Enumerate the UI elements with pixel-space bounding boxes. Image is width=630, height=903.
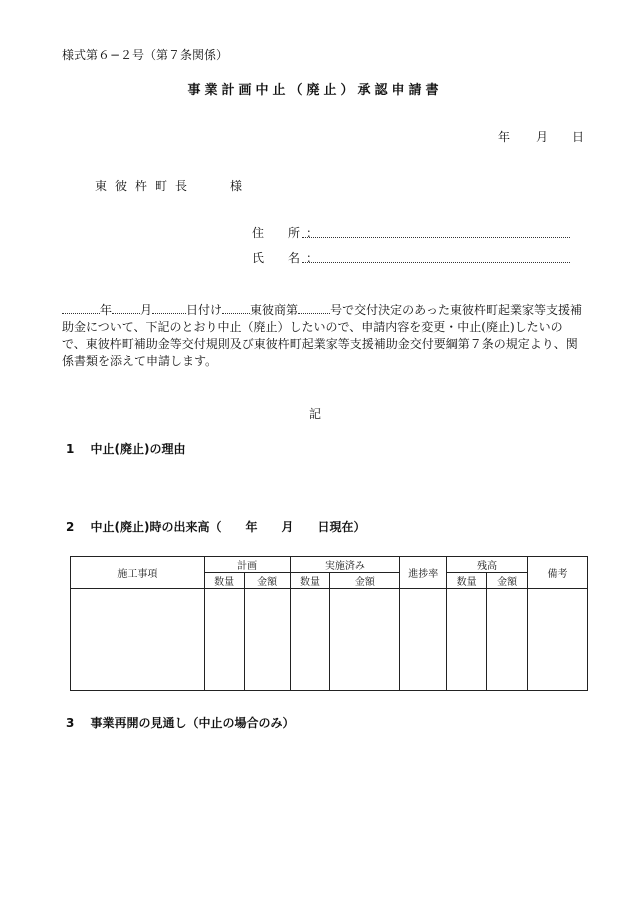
blank-era[interactable] [222,301,250,314]
body-year-label: 年 [100,303,113,317]
date-month-label: 月 [536,130,549,144]
header-done-quantity: 数量 [290,573,330,589]
section-title: 中止(廃止)の理由 [90,442,186,456]
cell-done-quantity[interactable] [290,589,330,691]
header-done-amount: 金額 [330,573,400,589]
header-remaining-amount: 金額 [487,573,528,589]
section-title: 事業再開の見通し（中止の場合のみ） [90,716,295,730]
header-remaining: 残高 [447,557,528,573]
blank-month[interactable] [112,301,140,314]
name-field[interactable] [302,261,570,263]
name-label: 氏 名： [252,251,325,265]
section-1 [66,440,186,457]
blank-year[interactable] [62,301,100,314]
form-number: 様式第６−２号（第７条関係） [62,48,229,62]
section-number: 2 [66,520,75,534]
honorific: 様 [230,179,243,193]
cell-remaining-quantity[interactable] [447,589,487,691]
header-plan: 計画 [204,557,290,573]
blank-number[interactable] [298,301,330,314]
section-3 [66,714,295,731]
cell-done-amount[interactable] [330,589,400,691]
section-title: 中止(廃止)時の出来高（ 年 月 日現在） [90,520,366,534]
address-label: 住 所： [252,226,325,240]
date-day-label: 日 [572,130,585,144]
cell-progress[interactable] [400,589,447,691]
body-office-label: 東彼商第 [250,303,299,317]
body-text: 号で交付決定のあった東彼杵町起業家等支援補助金について、下記のとおり中止（廃止）したいので、申請内容を変更・中止(廃止)したいので、東彼杵町補助金等交付規則及び東彼杵町起業家等支援補助金交付要綱第７条の規定より、関係書類を添えて申請します。 [62,303,582,368]
cell-plan-quantity[interactable] [204,589,244,691]
body-month-label: 月 [140,303,153,317]
section-number: 1 [66,442,75,456]
header-remaining-quantity: 数量 [447,573,487,589]
body-dated-label: 日付け [186,303,223,317]
section-2 [66,518,366,535]
cell-remaining-amount[interactable] [487,589,528,691]
header-work-item: 施工事項 [71,557,205,589]
header-plan-quantity: 数量 [204,573,244,589]
header-progress: 進捗率 [400,557,447,589]
header-done: 実施済み [290,557,400,573]
date-year-label: 年 [498,130,511,144]
cell-plan-amount[interactable] [244,589,290,691]
cell-work-item[interactable] [71,589,205,691]
page-title: 事業計画中止（廃止）承認申請書 [187,83,443,98]
cell-remarks[interactable] [528,589,588,691]
blank-day[interactable] [152,301,186,314]
header-remarks: 備考 [528,557,588,589]
progress-table [70,556,588,691]
ki-heading: 記 [308,407,321,421]
addressee: 東彼杵町長 [95,179,196,193]
header-plan-amount: 金額 [244,573,290,589]
address-field[interactable] [302,236,570,238]
application-statement [62,301,584,370]
section-number: 3 [66,716,75,730]
